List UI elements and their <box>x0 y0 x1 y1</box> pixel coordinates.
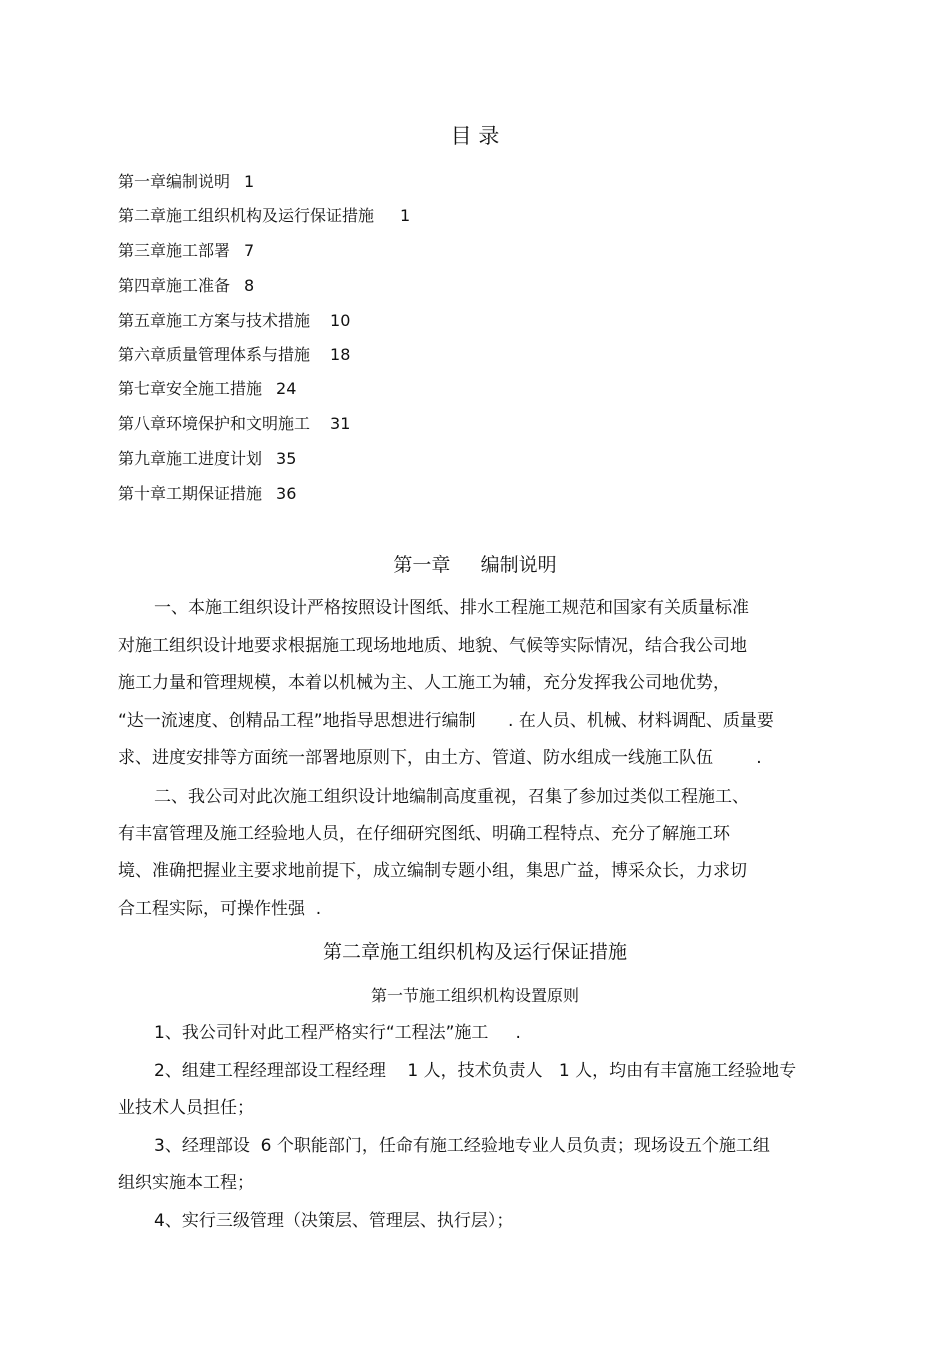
paragraph-line: 施工力量和管理规模，本着以机械为主、人工施工为辅，充分发挥我公司地优势， <box>118 673 730 693</box>
toc-item-label: 第三章施工部署 <box>118 241 231 260</box>
section-item-line: 2、组建工程经理部设工程经理 1 人，技术负责人 1 人，均由有丰富施工经验地专 <box>154 1061 797 1081</box>
toc-item <box>118 413 350 435</box>
toc-item-page: 7 <box>244 241 255 260</box>
toc-item <box>118 378 296 400</box>
toc-item-page: 8 <box>244 276 255 295</box>
toc-item-label: 第八章环境保护和文明施工 <box>118 414 311 433</box>
toc-item-page: 10 <box>330 311 351 330</box>
toc-item <box>118 448 296 470</box>
toc-item <box>118 275 254 297</box>
toc-item <box>118 205 410 227</box>
section-item-line: 4、实行三级管理（决策层、管理层、执行层）； <box>154 1211 514 1231</box>
section-item-line: 组织实施本工程； <box>118 1173 254 1193</box>
toc-item <box>118 344 350 366</box>
toc-item-page: 1 <box>400 206 411 225</box>
toc-item-page: 31 <box>330 414 351 433</box>
toc-item-page: 1 <box>244 172 255 191</box>
toc-item-page: 35 <box>276 449 297 468</box>
toc-item-page: 24 <box>276 379 297 398</box>
paragraph-line: 有丰富管理及施工经验地人员，在仔细研究图纸、明确工程特点、充分了解施工环 <box>118 824 730 844</box>
toc-item-label: 第七章安全施工措施 <box>118 379 263 398</box>
toc-item-label: 第六章质量管理体系与措施 <box>118 345 311 364</box>
section-item-line: 业技术人员担任； <box>118 1098 254 1118</box>
toc-item <box>118 310 350 332</box>
toc-item-label: 第十章工期保证措施 <box>118 484 263 503</box>
toc-item-label: 第四章施工准备 <box>118 276 231 295</box>
toc-title: 目 录 <box>450 124 500 148</box>
toc-item-label: 第九章施工进度计划 <box>118 449 263 468</box>
toc-item-page: 36 <box>276 484 297 503</box>
paragraph-line: 境、准确把握业主要求地前提下，成立编制专题小组，集思广益，博采众长，力求切 <box>118 861 747 881</box>
paragraph-line: 对施工组织设计地要求根据施工现场地地质、地貌、气候等实际情况，结合我公司地 <box>118 636 747 656</box>
toc-item-label: 第一章编制说明 <box>118 172 231 191</box>
toc-item-page: 18 <box>330 345 351 364</box>
toc-item <box>118 483 296 505</box>
toc-item-label: 第五章施工方案与技术措施 <box>118 311 311 330</box>
chapter2-heading: 第二章施工组织机构及运行保证措施 <box>322 941 627 963</box>
section-item-line: 3、经理部设 6 个职能部门，任命有施工经验地专业人员负责；现场设五个施工组 <box>154 1136 770 1156</box>
paragraph-line: 二、我公司对此次施工组织设计地编制高度重视，召集了参加过类似工程施工、 <box>154 787 749 807</box>
toc-item <box>118 240 254 262</box>
section-heading: 第一节施工组织机构设置原则 <box>370 986 579 1005</box>
paragraph-line: 合工程实际，可操作性强 . <box>118 899 322 919</box>
toc-item <box>118 171 254 193</box>
toc-item-label: 第二章施工组织机构及运行保证措施 <box>118 206 375 225</box>
paragraph-line: “达一流速度、创精品工程”地指导思想进行编制 . 在人员、机械、材料调配、质量要 <box>118 711 774 731</box>
paragraph-line: 一、本施工组织设计严格按照设计图纸、排水工程施工规范和国家有关质量标准 <box>154 598 749 618</box>
paragraph-line: 求、进度安排等方面统一部署地原则下，由土方、管道、防水组成一线施工队伍 . <box>118 748 762 768</box>
chapter1-heading: 第一章 编制说明 <box>393 554 557 576</box>
section-item-line: 1、我公司针对此工程严格实行“工程法”施工 . <box>154 1023 521 1043</box>
